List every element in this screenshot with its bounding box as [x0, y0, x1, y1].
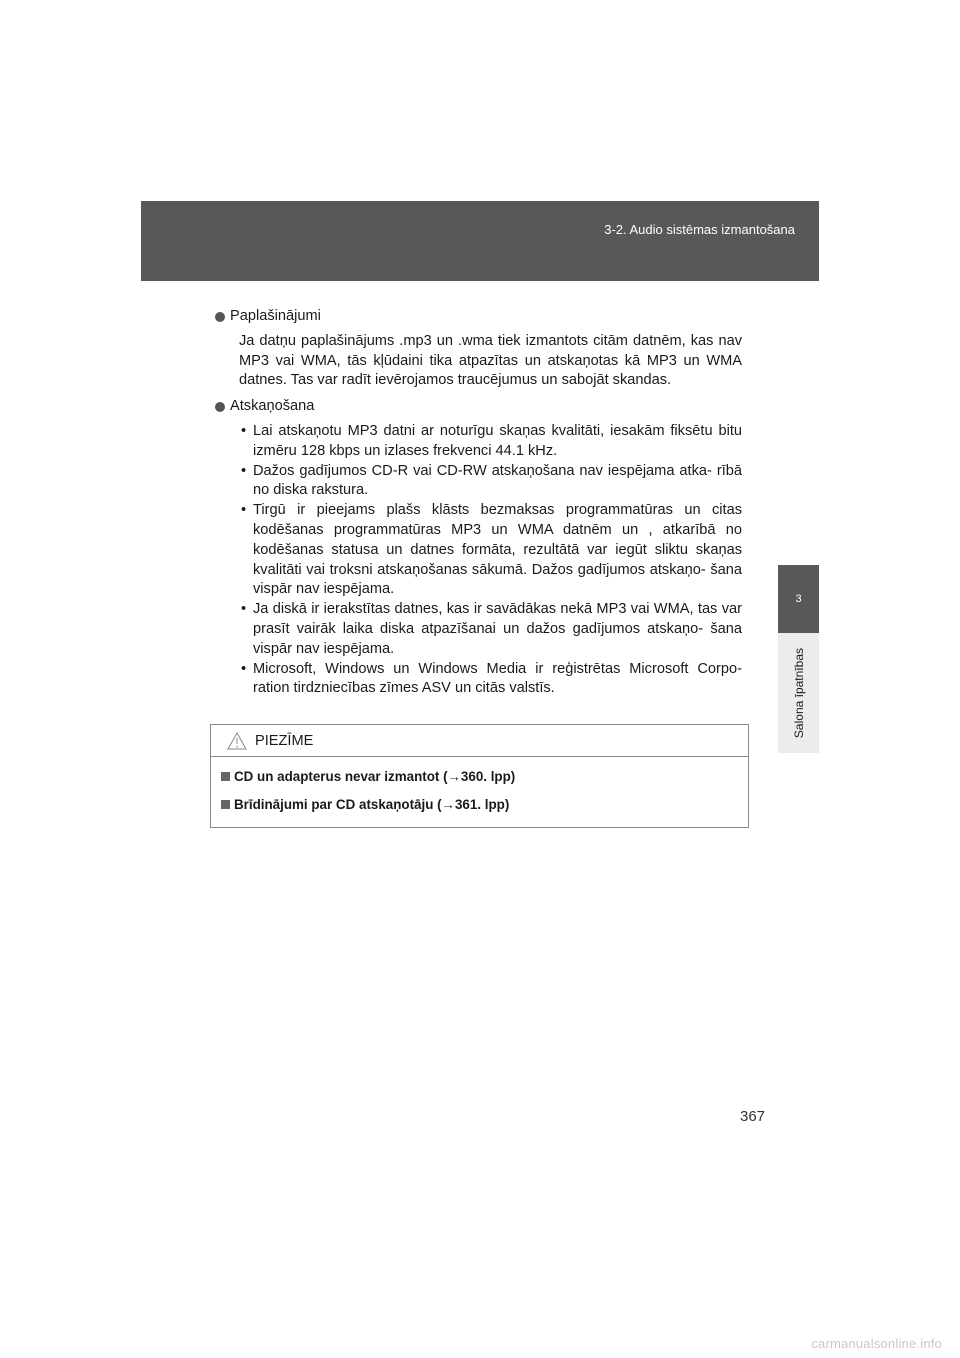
- main-content: [222, 307, 742, 699]
- section-title: 3-2. Audio sistēmas izmantošana: [604, 222, 795, 237]
- note-item: [221, 797, 748, 812]
- list-item-text: Microsoft, Windows un Windows Media ir reģistrētas Microsoft Corpo- ration tirdzniecības zīmes ASV un citās valstīs.: [253, 660, 742, 697]
- header-band: [141, 201, 819, 281]
- bullet-mark: •: [241, 660, 247, 677]
- section-heading-extensions: [215, 307, 742, 327]
- warning-triangle-icon: [227, 732, 247, 750]
- section-paragraph: Ja datņu paplašinājums .mp3 un .wma tiek izmantots citām datnēm, kas nav MP3 vai WMA, tās kļūdaini tika atpazītas un atskaņotas kā MP3 un WMA datnes. Tas var radīt ievērojamos traucējumus un sabojāt skandas.: [239, 332, 742, 389]
- bullet-list: [241, 422, 742, 699]
- note-item: [221, 769, 748, 784]
- circle-bullet-icon: [215, 312, 225, 322]
- bullet-mark: •: [241, 422, 247, 439]
- note-items: [211, 757, 748, 812]
- chapter-tab-label-text: Salona īpatnības: [791, 647, 806, 739]
- list-item-text: Ja diskā ir ierakstītas datnes, kas ir savādākas nekā MP3 vai WMA, tas var prasīt vairāk laika diska atpazīšanai un dažos gadījumos atskaņo- šana vispār nav iespējama.: [253, 601, 742, 657]
- note-title: PIEZĪME: [255, 732, 314, 749]
- list-item: [241, 422, 742, 462]
- list-item: [241, 660, 742, 700]
- note-item-text: CD un adapterus nevar izmantot (→360. lpp): [234, 769, 516, 784]
- bullet-mark: •: [241, 601, 247, 618]
- section-heading-text: Atskaņošana: [230, 398, 315, 415]
- bullet-mark: •: [241, 502, 247, 519]
- chapter-tab-number: 3: [778, 565, 819, 633]
- watermark: carmanualsonline.info: [811, 1336, 942, 1351]
- bullet-mark: •: [241, 462, 247, 479]
- list-item: [241, 501, 742, 600]
- square-bullet-icon: [221, 772, 230, 781]
- square-bullet-icon: [221, 800, 230, 809]
- list-item-text: Tirgū ir pieejams plašs klāsts bezmaksas programmatūras un citas kodēšanas programmatūras MP3 un WMA datnēm un , atkarībā no kodēšanas statusa un datnes formāta, rezultātā var iegūt sliktu skaņas kvalitāti vai troksni atskaņošanas sākumā. Dažos gadījumos atskaņo- šana vispār nav iespējama.: [253, 502, 742, 598]
- note-item-text: Brīdinājumi par CD atskaņotāju (→361. lpp): [234, 797, 510, 812]
- circle-bullet-icon: [215, 402, 225, 412]
- page-number: 367: [740, 1108, 766, 1125]
- note-header: [211, 725, 748, 757]
- list-item: [241, 462, 742, 502]
- list-item-text: Dažos gadījumos CD-R vai CD-RW atskaņošana nav iespējama atka- rībā no diska rakstura.: [253, 462, 742, 499]
- chapter-tab-label: [778, 633, 819, 753]
- note-box: [210, 724, 749, 828]
- list-item: [241, 600, 742, 659]
- section-heading-playback: [215, 397, 742, 417]
- section-heading-text: Paplašinājumi: [230, 308, 321, 324]
- list-item-text: Lai atskaņotu MP3 datni ar noturīgu skaņas kvalitāti, iesakām fiksētu bitu izmēru 128 kbps un izlases frekvenci 44.1 kHz.: [253, 422, 742, 459]
